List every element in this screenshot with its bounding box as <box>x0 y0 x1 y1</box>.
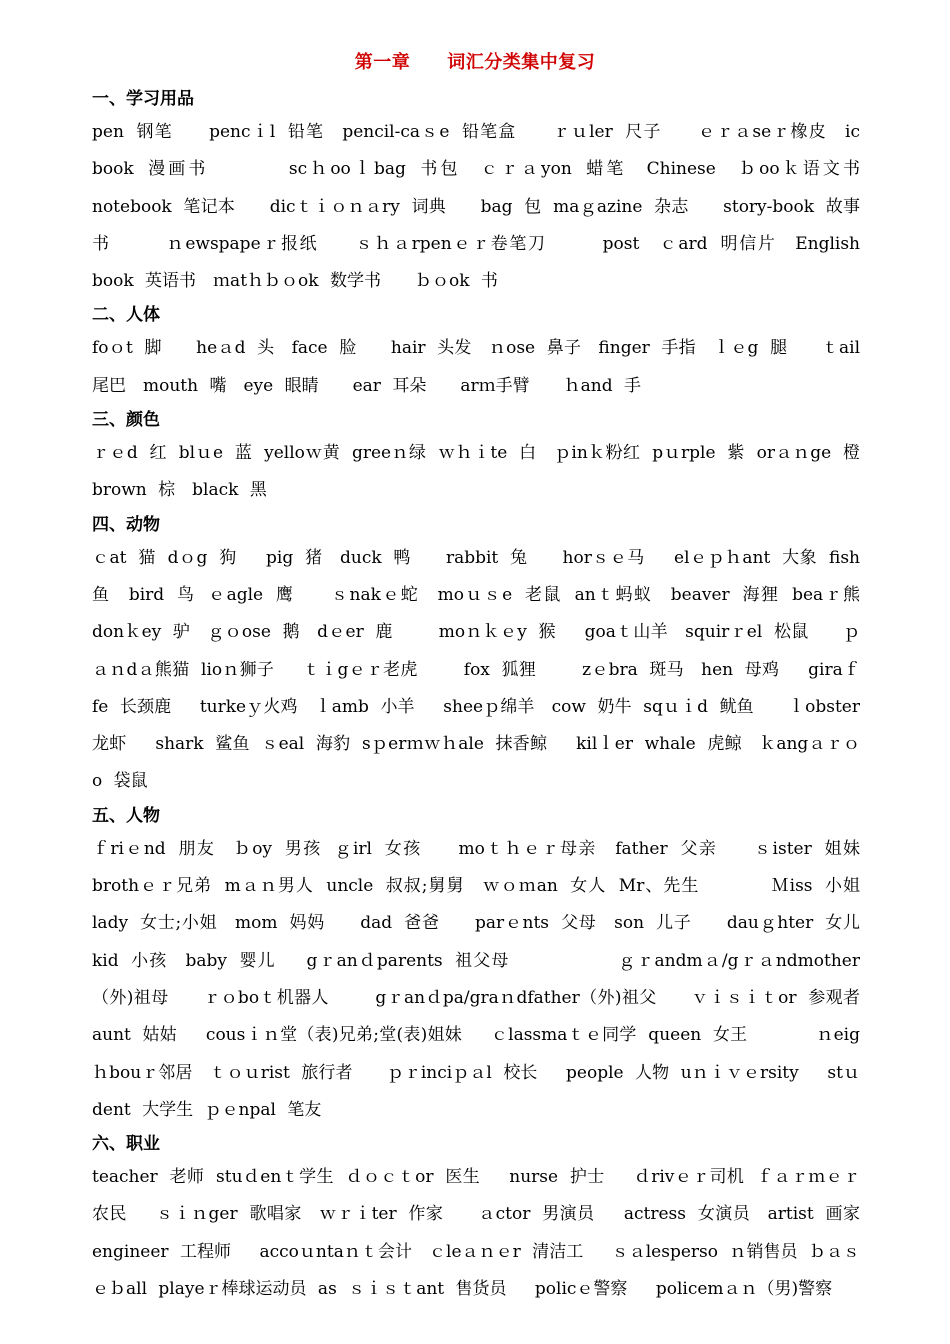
section-heading-body: 二、人体 <box>92 305 160 326</box>
section-heading-animals: 四、动物 <box>92 514 160 535</box>
section-text-occupations: teacher 老师 stuｄenｔ学生 ｄｏｃｔor 医生 nurse 护士 ｄrivｅｒ司机 ｆａｒｍｅｒ农民 ｓｉｎger 歌唱家 ｗｒｉter 作家 ａctor 男演员 actress 女演员 artist 画家 engineer 工程师 accoｕntaｎｔ会计 ｃleａｎｅr 清洁工 ｓａlesperso ｎ销售员 ｂａｓｅｂall playeｒ棒球运动员 as ｓｉｓｔant 售货员 policｅ警察 policemａｎ（男)警察 <box>92 1167 860 1300</box>
section-text-body: foｏt 脚 heａd 头 face 脸 hair 头发 ｎose 鼻子 finger 手指 ｌｅg 腿 ｔail 尾巴 mouth 嘴 eye 眼睛 ear 耳朵 arｍ手臂 ｈand 手 <box>92 338 860 396</box>
section-text-colors: ｒｅd 红 blｕe 蓝 yelloｗ黄 greeｎ绿 ｗｈｉte 白 ｐinｋ粉红 pｕrple 紫 orａｎge 橙 brown 棕 black 黑 <box>92 443 860 501</box>
section-text-animals: ｃat 猫 dｏg 狗 pig 猪 duck 鸭 rabbit 兔 horｓｅ马 elｅｐｈant 大象 fish 鱼 bird 鸟 ｅagle 鹰 ｓnakｅ蛇 moｕｓe 老鼠 anｔ蚂蚁 beaver 海狸 beaｒ熊 donｋey 驴 ｇｏose 鹅 dｅer 鹿 moｎｋｅy 猴 goaｔ山羊 squirｒel 松鼠 ｐａｎdａ熊猫 lioｎ狮子 ｔｉgｅｒ老虎 fox 狐狸 zｅbra 斑马 hen 母鸡 giraｆfe 长颈鹿 turkeｙ火鸡 ｌamb 小羊 sheeｐ绵羊 cow 奶牛 sqｕｉd 鱿鱼 ｌobster 龙虾 shark 鲨鱼 ｓeal 海豹 sｐerｍｗｈale 抹香鲸 kilｌer whale 虎鲸 ｋangａｒｏo 袋鼠 <box>92 547 889 792</box>
section-heading-people: 五、人物 <box>92 805 160 826</box>
chapter-title: 第一章 词汇分类集中复习 <box>354 52 596 73</box>
section-heading-school-supplies: 一、学习用品 <box>92 89 194 109</box>
section-heading-colors: 三、颜色 <box>92 410 160 431</box>
section-text-people: ｆriｅnd 朋友 ｂoy 男孩 ｇirl 女孩 moｔｈｅｒ母亲 father 父亲 ｓister 姐妹 brothｅｒ兄弟 mａｎ男人 uncle 叔叔;舅舅 ｗｏｍan 女人 Mr、先生 Ｍiss 小姐 lady 女士;小姐 mom 妈妈 dad 爸爸 parｅnts 父母 son 儿子 dauｇhter 女儿 kid 小孩 baby 婴儿 gｒanｄparents 祖父母 ｇｒandmａ/gｒａndmother（外)祖母 ｒｏboｔ机器人 gｒanｄpa/graｎdfather（外)祖父 ｖｉｓｉｔor 参观者 aunt 姑姑 cousｉｎ堂（表)兄弟;堂(表)姐妹 ｃlassmaｔｅ同学 queen 女王 ｎeigｈbouｒ邻居 ｔｏｕrist 旅行者 ｐｒinciｐａl 校长 people 人物 uｎｉｖｅrsity stｕdent 大学生 ｐｅnpal 笔友 <box>92 838 889 1120</box>
document-body <box>92 84 894 1308</box>
section-heading-occupations: 六、职业 <box>92 1134 160 1155</box>
section-text-school-supplies: pen 钢笔 pencｉl 铅笔 pencil-caｓe 铅笔盒 ｒｕler 尺子 ｅｒａseｒ橡皮 ic book 漫画书 scｈooｌbag 书包 ｃｒａyon 蜡笔 Chinese ｂooｋ语文书 notebook 笔记本 dicｔｉｏｎａry 词典 bag 包 maｇazine 杂志 story-book 故事书 ｎewspapeｒ报纸 ｓｈａrpenｅｒ卷笔刀 post ｃard 明信片 English book 英语书 ｍatｈｂｏok 数学书 ｂｏok 书 <box>92 122 894 292</box>
